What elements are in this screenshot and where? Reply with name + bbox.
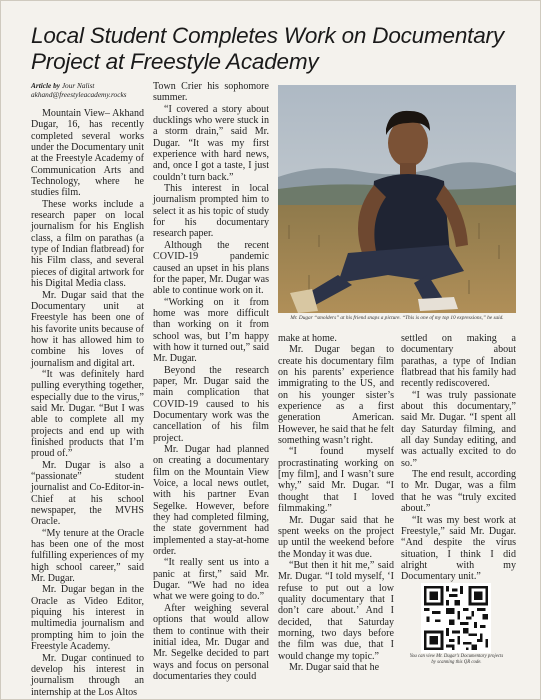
byline	[31, 81, 144, 99]
paragraph: Mr. Dugar is also a “passionate” student journalist and Co-Editor-in-Chief at his school newspaper, the MVHS Oracle.	[31, 459, 144, 528]
paragraph: Mountain View– Akhand Dugar, 16, has recently completed several works under the Documentary unit at the Freestyle Academy of Communication Arts and Technology, where he studies film.	[31, 108, 144, 199]
paragraph: “It was definitely hard pulling everything together, especially due to the virus,” said Mr. Dugar. “But I was able to complete all my projects and end up with finished products that I’m proud of.”	[31, 368, 144, 460]
paragraph: “Working on it from home was more difficult than working on it from school was, but I’m happy with how it turned out,” said Mr. Dugar.	[153, 296, 269, 365]
paragraph: This interest in local journalism prompted him to select it as his topic of study for his documentary research paper.	[153, 183, 269, 240]
paragraph: “I found myself procrastinating working on [my film], and I wasn’t sure why,” said Mr. Dugar. “I thought that I loved filmmaking.”	[278, 446, 394, 515]
paragraph: Mr. Dugar said that the Documentary unit at Freestyle has been one of his favorite units because of how it has allowed him to combine his loves of journalism and digital art.	[31, 289, 144, 369]
byline-label: Article by	[31, 81, 60, 90]
paragraph: Mr. Dugar had planned on creating a documentary film on the Mountain View Voice, a local news outlet, with his partner Evan Segelke. However, before they had completed filming, the state government had implemented a stay-at-home order.	[153, 444, 269, 558]
headline: Local Student Completes Work on Documentary Project at Freestyle Academy	[31, 23, 504, 74]
paragraph: Mr. Dugar said that he	[289, 661, 380, 673]
qr-code[interactable]	[421, 583, 491, 653]
paragraph: settled on making a documentary about parathas, a type of Indian flatbread that his family had recently rediscovered.	[401, 333, 516, 390]
paragraph: The end result, according to Mr. Dugar, was a film that he was “truly excited about.”	[401, 469, 516, 515]
student-photo-illustration	[278, 85, 516, 313]
byline-author: Jour Nalist	[61, 81, 95, 90]
article-column-4	[401, 333, 516, 583]
photo-caption: Mr. Dugar “smolders” at his friend snaps a picture. “This is one of my top 10 expressions,” he said.	[290, 315, 504, 321]
paragraph: “But then it hit me,” said Mr. Dugar. “I told myself, ‘I refuse to put out a low quality documentary that I don’t care about.’ And I decided, that Saturday morning, two days before the film was due, that I would change my topic.”	[278, 559, 394, 662]
paragraph: Mr. Dugar said that he spent weeks on the project up until the weekend before the Monday it was due.	[278, 514, 394, 560]
paragraph: make at home.	[278, 333, 337, 344]
paragraph: Town Crier his sophomore summer.	[153, 81, 269, 104]
paragraph: After weighing several options that would allow them to continue with their initial idea, Mr. Dugar and Mr. Segelke decided to part ways and focus on personal documentaries they could	[153, 602, 269, 682]
paragraph: Mr. Dugar began to create his documentary film on his parents’ experience immigrating to the US, and on his younger sister’s experience as a first generation American. However, he said that he felt something wasn’t right.	[278, 344, 394, 447]
article-column-3	[278, 333, 394, 673]
paragraph: Mr. Dugar began in the Oracle as Video Editor, piquing his interest in multimedia journalism and prompting him to join the Freestyle Academy.	[31, 584, 144, 653]
article-column-1	[31, 108, 144, 698]
paragraph: “It really sent us into a panic at first,” said Mr. Dugar. “We had no idea what we were going to do.”	[153, 557, 269, 603]
paragraph: “I covered a story about ducklings who were stuck in a storm drain,” said Mr. Dugar. “It was my first experience with hard news, and, once I got a taste, I just couldn’t turn back.”	[153, 103, 269, 183]
paragraph: Although the recent COVID-19 pandemic caused an upset in his plans for the paper, Mr. Dugar was able to continue work on it.	[153, 239, 269, 297]
paragraph: These works include a research paper on local journalism for his English class, a film on parathas (a type of Indian flatbread) for his Film class, and several pieces of digital artwork for his Digital Media class.	[31, 198, 144, 290]
student-photo	[278, 85, 516, 313]
paragraph: Beyond the research paper, Mr. Dugar said the main complication that COVID-19 caused to his Documentary work was the cancellation of his film project.	[153, 364, 269, 444]
qr-caption: You can view Mr. Dugar’s Documentary projects by scanning this QR code.	[409, 654, 504, 665]
paragraph: “My tenure at the Oracle has been one of the most fulfilling experiences of my high school career,” said Mr. Dugar.	[31, 527, 144, 585]
paragraph: “I was truly passionate about this documentary,” said Mr. Dugar. “I spent all day Saturday filming, and all day Sunday editing, and was actually excited to do so.”	[401, 389, 516, 469]
byline-email: akhand@freestyleacademy.rocks	[31, 90, 127, 99]
paragraph: Mr. Dugar continued to develop his interest in journalism through an internship at the Los Altos	[31, 652, 144, 698]
paragraph: “It was my best work at Freestyle,” said Mr. Dugar. “And despite the virus situation, I think I did alright with my Documentary unit.”	[401, 514, 516, 583]
article-column-2	[153, 81, 269, 682]
